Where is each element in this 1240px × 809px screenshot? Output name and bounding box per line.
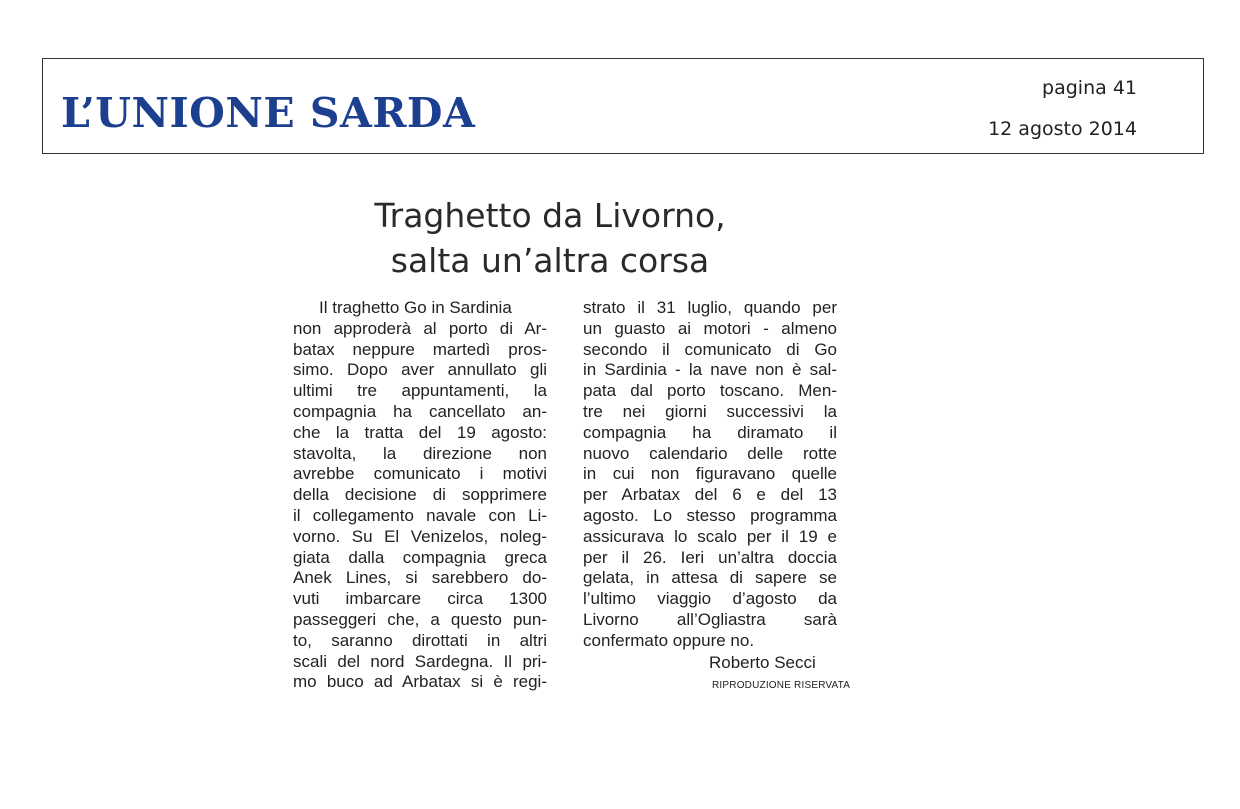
text-line: vuti imbarcare circa 1300 [293,589,547,609]
text-line: Il traghetto Go in Sardinia [319,298,512,317]
text-line: il collegamento navale con Li- [293,505,547,525]
text-line: non approderà al porto di Ar- [293,318,547,338]
text-line: stavolta, la direzione non [293,443,547,463]
text-line: in Sardinia - la nave non è sal- [583,360,837,380]
text-line: compagnia ha cancellato an- [293,401,547,421]
text-line: ultimi tre appuntamenti, la [293,381,547,401]
text-line: gelata, in attesa di sapere se [583,568,837,588]
article-column-left [293,298,547,693]
article-column-right [583,298,837,652]
text-line: che la tratta del 19 agosto: [293,422,547,442]
text-line: vorno. Su El Venizelos, noleg- [293,526,547,546]
article-byline: Roberto Secci [709,653,816,672]
text-line: in cui non figuravano quelle [583,464,837,484]
newspaper-header [42,58,1204,154]
text-line: compagnia ha diramato il [583,422,837,442]
text-line: giata dalla compagnia greca [293,547,547,567]
text-line: Livorno all’Ogliastra sarà [583,609,837,629]
text-line: un guasto ai motori - almeno [583,318,837,338]
text-line: mo buco ad Arbatax si è regi- [293,672,547,692]
copyright-notice: RIPRODUZIONE RISERVATA [712,680,851,691]
text-line: tre nei giorni successivi la [583,401,837,421]
text-line: per Arbatax del 6 e del 13 [583,485,837,505]
text-line: strato il 31 luglio, quando per [583,298,837,317]
text-line: Anek Lines, si sarebbero do- [293,568,547,588]
text-line: agosto. Lo stesso programma [583,505,837,525]
page-number: pagina 41 [1042,77,1137,99]
text-line: per il 26. Ieri un’altra doccia [583,547,837,567]
text-line: pata dal porto toscano. Men- [583,381,837,401]
text-line: nuovo calendario delle rotte [583,443,837,463]
text-line: simo. Dopo aver annullato gli [293,360,547,380]
text-line: confermato oppure no. [583,630,755,650]
text-line: to, saranno dirottati in altri [293,630,547,650]
article-headline [300,193,800,283]
headline-line: Traghetto da Livorno, [374,196,726,235]
text-line: avrebbe comunicato i motivi [293,464,547,484]
headline-line: salta un’altra corsa [390,241,710,280]
publication-date: 12 agosto 2014 [988,118,1137,140]
text-line: secondo il comunicato di Go [583,339,837,359]
text-line: scali del nord Sardegna. Il pri- [293,651,547,671]
text-line: assicurava lo scalo per il 19 e [583,526,837,546]
text-line: passeggeri che, a questo pun- [293,609,547,629]
text-line: batax neppure martedì pros- [293,339,547,359]
text-line: l’ultimo viaggio d’agosto da [583,589,837,609]
text-line: della decisione di sopprimere [293,485,547,505]
masthead-logo: L’UNIONE SARDA [61,89,476,137]
